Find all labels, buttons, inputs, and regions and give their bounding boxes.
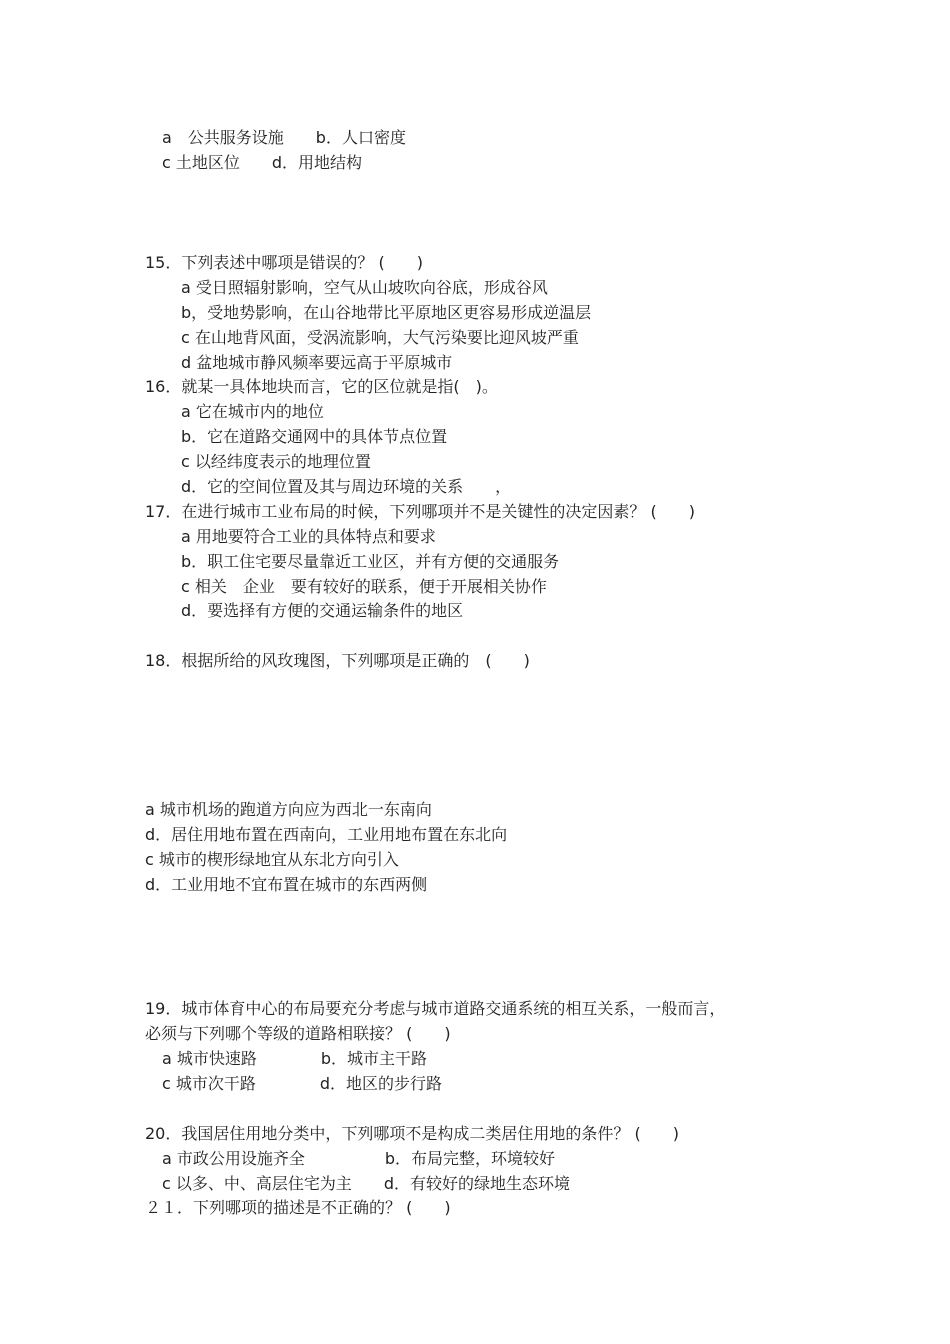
option-line: b．它在道路交通网中的具体节点位置 <box>181 427 448 446</box>
question-19: 19．城市体育中心的布局要充分考虑与城市道路交通系统的相互关系，一般而言， <box>145 999 726 1018</box>
question-17: 17．在进行城市工业布局的时候，下列哪项并不是关键性的决定因素？ ( ) <box>145 502 695 521</box>
question-19-continued: 必须与下列哪个等级的道路相联接？ ( ) <box>145 1024 451 1043</box>
option-line: c 城市次干路 d．地区的步行路 <box>162 1074 443 1093</box>
option-line: c 相关 企业 要有较好的联系，便于开展相关协作 <box>181 577 547 596</box>
option-line: c 土地区位 d．用地结构 <box>162 153 363 172</box>
option-line: a 公共服务设施 b．人口密度 <box>162 128 406 147</box>
question-16: 16．就某一具体地块而言，它的区位就是指( )。 <box>145 377 498 396</box>
option-line: a 市政公用设施齐全 b．布局完整，环境较好 <box>162 1149 556 1168</box>
option-line: a 受日照辐射影响，空气从山坡吹向谷底，形成谷风 <box>181 278 548 297</box>
option-line: b．职工住宅要尽量靠近工业区，并有方便的交通服务 <box>181 552 560 571</box>
question-15: 15．下列表述中哪项是错误的？ ( ) <box>145 253 423 272</box>
option-line: d．工业用地不宜布置在城市的东西两侧 <box>145 875 428 894</box>
option-line: d．它的空间位置及其与周边环境的关系 ， <box>181 477 512 496</box>
option-line: a 城市快速路 b．城市主干路 <box>162 1049 428 1068</box>
option-line: c 以经纬度表示的地理位置 <box>181 452 371 471</box>
option-line: d．居住用地布置在西南向，工业用地布置在东北向 <box>145 825 508 844</box>
option-line: c 以多、中、高层住宅为主 d．有较好的绿地生态环境 <box>162 1174 571 1193</box>
option-line: c 在山地背风面，受涡流影响，大气污染要比迎风坡严重 <box>181 328 579 347</box>
option-line: a 用地要符合工业的具体特点和要求 <box>181 527 436 546</box>
option-line: a 城市机场的跑道方向应为西北一东南向 <box>145 800 432 819</box>
option-line: c 城市的楔形绿地宜从东北方向引入 <box>145 850 399 869</box>
option-line: b，受地势影响，在山谷地带比平原地区更容易形成逆温层 <box>181 303 592 322</box>
question-20: 20．我国居住用地分类中，下列哪项不是构成二类居住用地的条件？ ( ) <box>145 1124 679 1143</box>
question-18: 18．根据所给的风玫瑰图，下列哪项是正确的 ( ) <box>145 651 530 670</box>
option-line: d 盆地城市静风频率要远高于平原城市 <box>181 353 453 372</box>
question-21: ２１．下列哪项的描述是不正确的？ ( ) <box>145 1198 451 1217</box>
option-line: d．要选择有方便的交通运输条件的地区 <box>181 601 464 620</box>
option-line: a 它在城市内的地位 <box>181 402 324 421</box>
